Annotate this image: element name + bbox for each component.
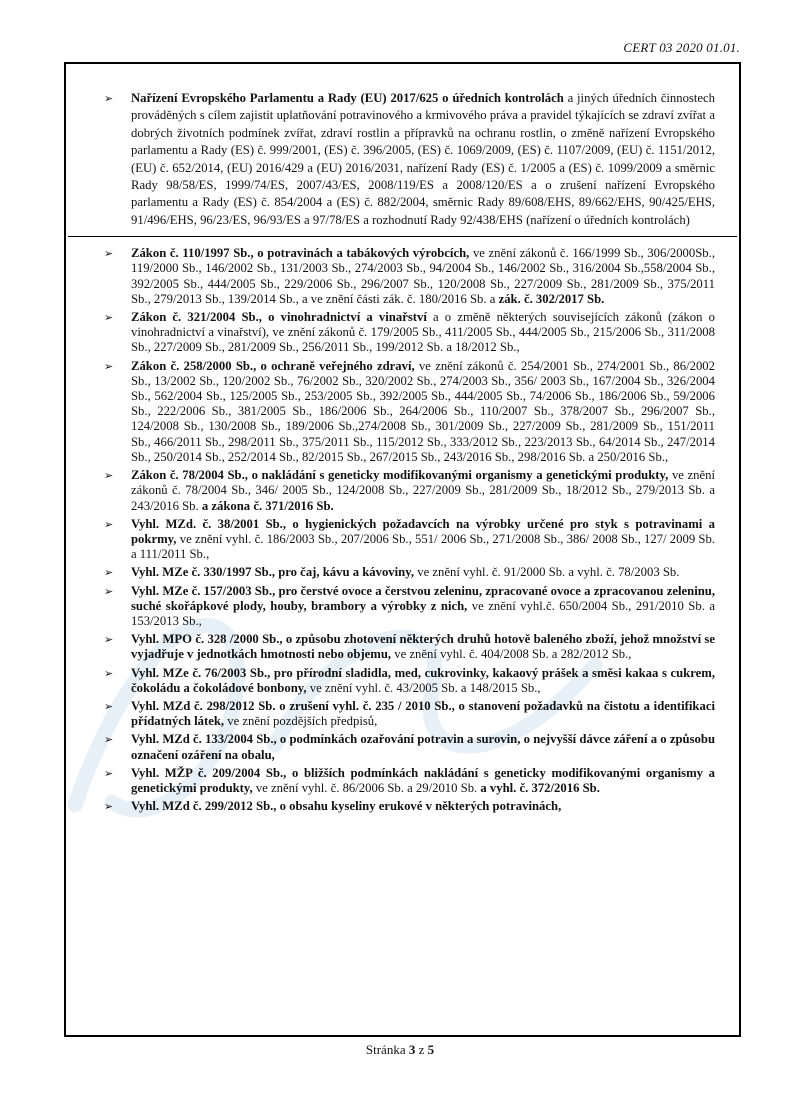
law-item [104, 90, 715, 229]
arrow-bullet-icon: ➢ [104, 92, 114, 105]
law-item [104, 699, 715, 729]
arrow-bullet-icon: ➢ [104, 733, 114, 747]
arrow-bullet-icon: ➢ [104, 699, 114, 713]
arrow-bullet-icon: ➢ [104, 766, 114, 780]
law-item [104, 468, 715, 514]
section-divider [68, 236, 737, 237]
arrow-bullet-icon: ➢ [104, 247, 114, 261]
arrow-bullet-icon: ➢ [104, 666, 114, 680]
law-item-text: Vyhl. MZe č. 157/2003 Sb., pro čerstvé ovoce a čerstvou zeleninu, zpracované ovoce a zpracovanou zeleninu, suché skořápkové plody, houby, brambory a výrobky z nich, ve znění vyhl.č. 650/2004 Sb., 291/2010 Sb. a 153/2013 Sb., [131, 583, 715, 628]
law-item-text: Vyhl. MZe č. 330/1997 Sb., pro čaj, kávu a kávoviny, ve znění vyhl. č. 91/2000 Sb. a vyhl. č. 78/2003 Sb. [131, 565, 680, 580]
law-item-text: Nařízení Evropského Parlamentu a Rady (EU) 2017/625 o úředních kontrolách a jiných úředních činnostech prováděných s cílem zajistit uplatňování potravinového a krmivového práva a pravidel týkajících se zdraví zvířat a dobrých životních podmínek zvířat, zdraví rostlin a přípravků na ochranu rostlin, o změně nařízení Evropského parlamentu a Rady (ES) č. 999/2001, (ES) č. 396/2005, (ES) č. 1069/2009, (ES) č. 1107/2009, (EU) č. 1151/2012, (EU) č. 652/2014, (EU) 2016/429 a (EU) 2016/2031, nařízení Rady (ES) č. 1/2005 a (ES) č. 1099/2009 a směrnic Rady 98/58/ES, 1999/74/ES, 2007/43/ES, 2008/119/ES a 2008/120/ES a o zrušení nařízení Evropského parlamentu a Rady (ES) č. 854/2004 a (ES) č. 882/2004, směrnic Rady 89/608/EHS, 89/662/EHS, 90/425/EHS, 91/496/EHS, 96/23/ES, 96/93/ES a 97/78/ES a rozhodnutí Rady 92/438/EHS (nařízení o úředních kontrolách) [131, 91, 716, 227]
arrow-bullet-icon: ➢ [104, 800, 114, 814]
law-item-text: Vyhl. MZd č. 133/2004 Sb., o podmínkách ozařování potravin a surovin, o nejvyšší dávce záření a o způsobu označení ozáření na obalu, [131, 732, 715, 762]
law-item [104, 359, 715, 465]
arrow-bullet-icon: ➢ [104, 566, 114, 580]
arrow-bullet-icon: ➢ [104, 584, 114, 598]
arrow-bullet-icon: ➢ [104, 517, 114, 531]
law-item [104, 732, 715, 762]
law-list [104, 90, 715, 814]
law-item [104, 666, 715, 696]
law-item [104, 246, 715, 307]
law-item [104, 517, 715, 563]
law-item-text: Vyhl. MZd. č. 38/2001 Sb., o hygienických požadavcích na výrobky určené pro styk s potravinami a pokrmy, ve znění vyhl. č. 186/2003 Sb., 207/2006 Sb., 551/ 2006 Sb., 271/2008 Sb., 386/ 2008 Sb., 127/ 2009 Sb. a 111/2011 Sb., [131, 516, 715, 562]
law-item [104, 310, 715, 356]
content-frame [64, 62, 741, 1037]
page-footer [0, 1042, 800, 1058]
law-item-text: Zákon č. 258/2000 Sb., o ochraně veřejného zdraví, ve znění zákonů č. 254/2001 Sb., 274/2001 Sb., 86/2002 Sb., 13/2002 Sb., 120/2002 Sb., 76/2002 Sb., 320/2002 Sb., 274/2003 Sb., 356/ 2003 Sb., 167/2004 Sb., 326/2004 Sb., 562/2004 Sb., 125/2005 Sb., 253/2005 Sb., 392/2005 Sb., 444/2005 Sb., 74/2006 Sb., 186/2006 Sb., 59/2006 Sb., 222/2006 Sb., 381/2005 Sb., 186/2006 Sb., 264/2006 Sb., 110/2007 Sb., 378/2007 Sb., 296/2007 Sb., 124/2008 Sb., 130/2008 Sb., 189/2006 Sb.,274/2008 Sb., 301/2009 Sb., 227/2009 Sb., 281/2009 Sb., 151/2011 Sb., 466/2011 Sb., 298/2011 Sb., 375/2011 Sb., 115/2012 Sb., 333/2012 Sb., 223/2013 Sb., 64/2014 Sb., 247/2014 Sb., 250/2014 Sb., 252/2014 Sb., 82/2015 Sb., 267/2015 Sb., 243/2016 Sb., 298/2016 Sb. a 250/2016 Sb., [131, 358, 715, 464]
law-item-text: Vyhl. MŽP č. 209/2004 Sb., o bližších podmínkách nakládání s geneticky modifikovanými organismy a genetickými produkty, ve znění vyhl. č. 86/2006 Sb. a 29/2010 Sb. a vyhl. č. 372/2016 Sb. [131, 765, 715, 795]
arrow-bullet-icon: ➢ [104, 359, 114, 373]
law-item-text: Vyhl. MPO č. 328 /2000 Sb., o způsobu zhotovení některých druhů hotově baleného zboží, jehož množství se vyjadřuje v jednotkách hmotnosti nebo objemu, ve znění vyhl. č. 404/2008 Sb. a 282/2012 Sb., [131, 632, 715, 662]
document-code: CERT 03 2020 01.01. [623, 40, 740, 55]
arrow-bullet-icon: ➢ [104, 469, 114, 483]
law-item [104, 766, 715, 796]
law-item-text: Zákon č. 321/2004 Sb., o vinohradnictví a vinařství a o změně některých souvisejících zákonů (zákon o vinohradnictví a vinařství), ve znění zákonů č. 179/2005 Sb., 411/2005 Sb., 444/2005 Sb., 215/2006 Sb., 311/2008 Sb., 227/2009 Sb., 281/2009 Sb., 256/2011 Sb., 199/2012 Sb. a 18/2012 Sb., [131, 310, 715, 355]
footer-label: Stránka [365, 1042, 406, 1057]
law-item [104, 565, 715, 580]
law-item-text: Zákon č. 78/2004 Sb., o nakládání s geneticky modifikovanými organismy a genetickými produkty, ve znění zákonů č. 78/2004 Sb., 346/ 2005 Sb., 124/2008 Sb., 227/2009 Sb., 281/2009 Sb., 18/2012 Sb., 279/2013 Sb. a 243/2016 Sb. a zákona č. 371/2016 Sb. [131, 468, 716, 513]
law-item [104, 799, 715, 814]
page-total: 5 [427, 1042, 435, 1057]
footer-separator: z [418, 1042, 425, 1057]
law-item [104, 632, 715, 662]
law-item-text: Vyhl. MZd č. 299/2012 Sb., o obsahu kyseliny erukové v některých potravinách, [131, 799, 562, 814]
arrow-bullet-icon: ➢ [104, 633, 114, 647]
law-item-text: Vyhl. MZd č. 298/2012 Sb. o zrušení vyhl. č. 235 / 2010 Sb., o stanovení požadavků na čistotu a identifikaci přídatných látek, ve znění pozdějších předpisů, [131, 698, 715, 729]
law-item-text: Vyhl. MZe č. 76/2003 Sb., pro přírodní sladidla, med, cukrovinky, kakaový prášek a směsi kakaa s cukrem, čokoládu a čokoládové bonbony, ve znění vyhl. č. 43/2005 Sb. a 148/2015 Sb., [131, 665, 715, 695]
law-item [104, 584, 715, 630]
page-number: 3 [408, 1042, 416, 1057]
law-item-text: Zákon č. 110/1997 Sb., o potravinách a tabákových výrobcích, ve znění zákonů č. 166/1999 Sb., 306/2000Sb., 119/2000 Sb., 146/2002 Sb., 131/2003 Sb., 274/2003 Sb., 94/2004 Sb., 146/2002 Sb., 316/2004 Sb.,558/2004 Sb., 392/2005 Sb., 444/2005 Sb., 229/2006 Sb., 296/2007 Sb., 120/2008 Sb., 227/2009 Sb., 281/2009 Sb., 375/2011 Sb., 279/2013 Sb., 139/2014 Sb., a ve znění části zák. č. 180/2016 Sb. a zák. č. 302/2017 Sb. [131, 246, 715, 306]
arrow-bullet-icon: ➢ [104, 311, 114, 325]
